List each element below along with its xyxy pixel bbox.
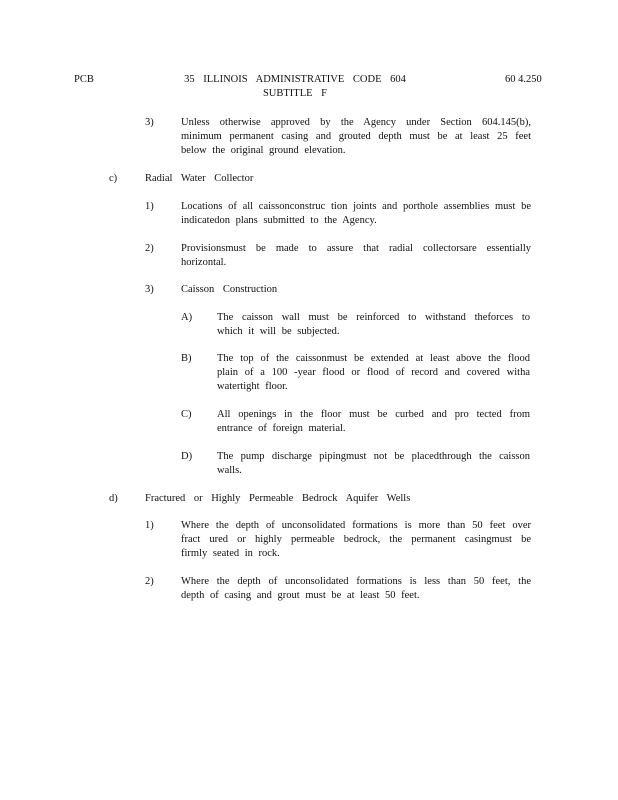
item-label: 2)	[145, 576, 154, 587]
header-right: 60 4.250	[505, 74, 542, 85]
section-label: c)	[109, 173, 118, 184]
section-heading: Fractured or Highly Permeable Bedrock Aquifer Wells	[145, 493, 411, 504]
section-heading: Radial Water Collector	[145, 173, 254, 184]
section-label: d)	[109, 493, 118, 504]
header-center-line1: 35 ILLINOIS ADMINISTRATIVE CODE 604	[184, 74, 406, 85]
item-text: Where the depth of unconsolidated formations is less than 50 feet, the depth of casing and grout must be at least 50 feet.	[181, 576, 531, 601]
item-label: D)	[181, 451, 193, 462]
item-text: Locations of all caissonconstruc tion joints and porthole assemblies must be indicatedon plans submitted to the Agency.	[181, 201, 531, 226]
item-label: C)	[181, 409, 192, 420]
item-label: 3)	[145, 284, 154, 295]
item-label: B)	[181, 353, 192, 364]
item-text: Where the depth of unconsolidated formations is more than 50 feet over fract ured or highly permeable bedrock, the permanent casingmust be firmly seated in rock.	[181, 520, 531, 559]
item-text: The caisson wall must be reinforced to withstand theforces to which it will be subjected.	[217, 312, 530, 337]
item-text: Provisionsmust be made to assure that radial collectorsare essentially horizontal.	[181, 243, 531, 268]
item-text: All openings in the floor must be curbed and pro tected from entrance of foreign material.	[217, 409, 530, 434]
item-label: 1)	[145, 520, 154, 531]
header-left: PCB	[74, 74, 94, 85]
header-center-line2: SUBTITLE F	[262, 88, 328, 99]
item-label: 3)	[145, 117, 154, 128]
item-text: Unless otherwise approved by the Agency under Section 604.145(b), minimum permanent casing and grouted depth must be at least 25 feet below the original ground elevation.	[181, 117, 531, 156]
item-label: 2)	[145, 243, 154, 254]
item-label: A)	[181, 312, 193, 323]
subsection-heading: Caisson Construction	[181, 284, 278, 295]
header-center	[175, 73, 415, 101]
item-text: The top of the caissonmust be extended at least above the flood plain of a 100 -year flood or flood of record and covered witha watertight floor.	[217, 353, 530, 392]
item-label: 1)	[145, 201, 154, 212]
item-text: The pump discharge pipingmust not be placedthrough the caisson walls.	[217, 451, 530, 476]
